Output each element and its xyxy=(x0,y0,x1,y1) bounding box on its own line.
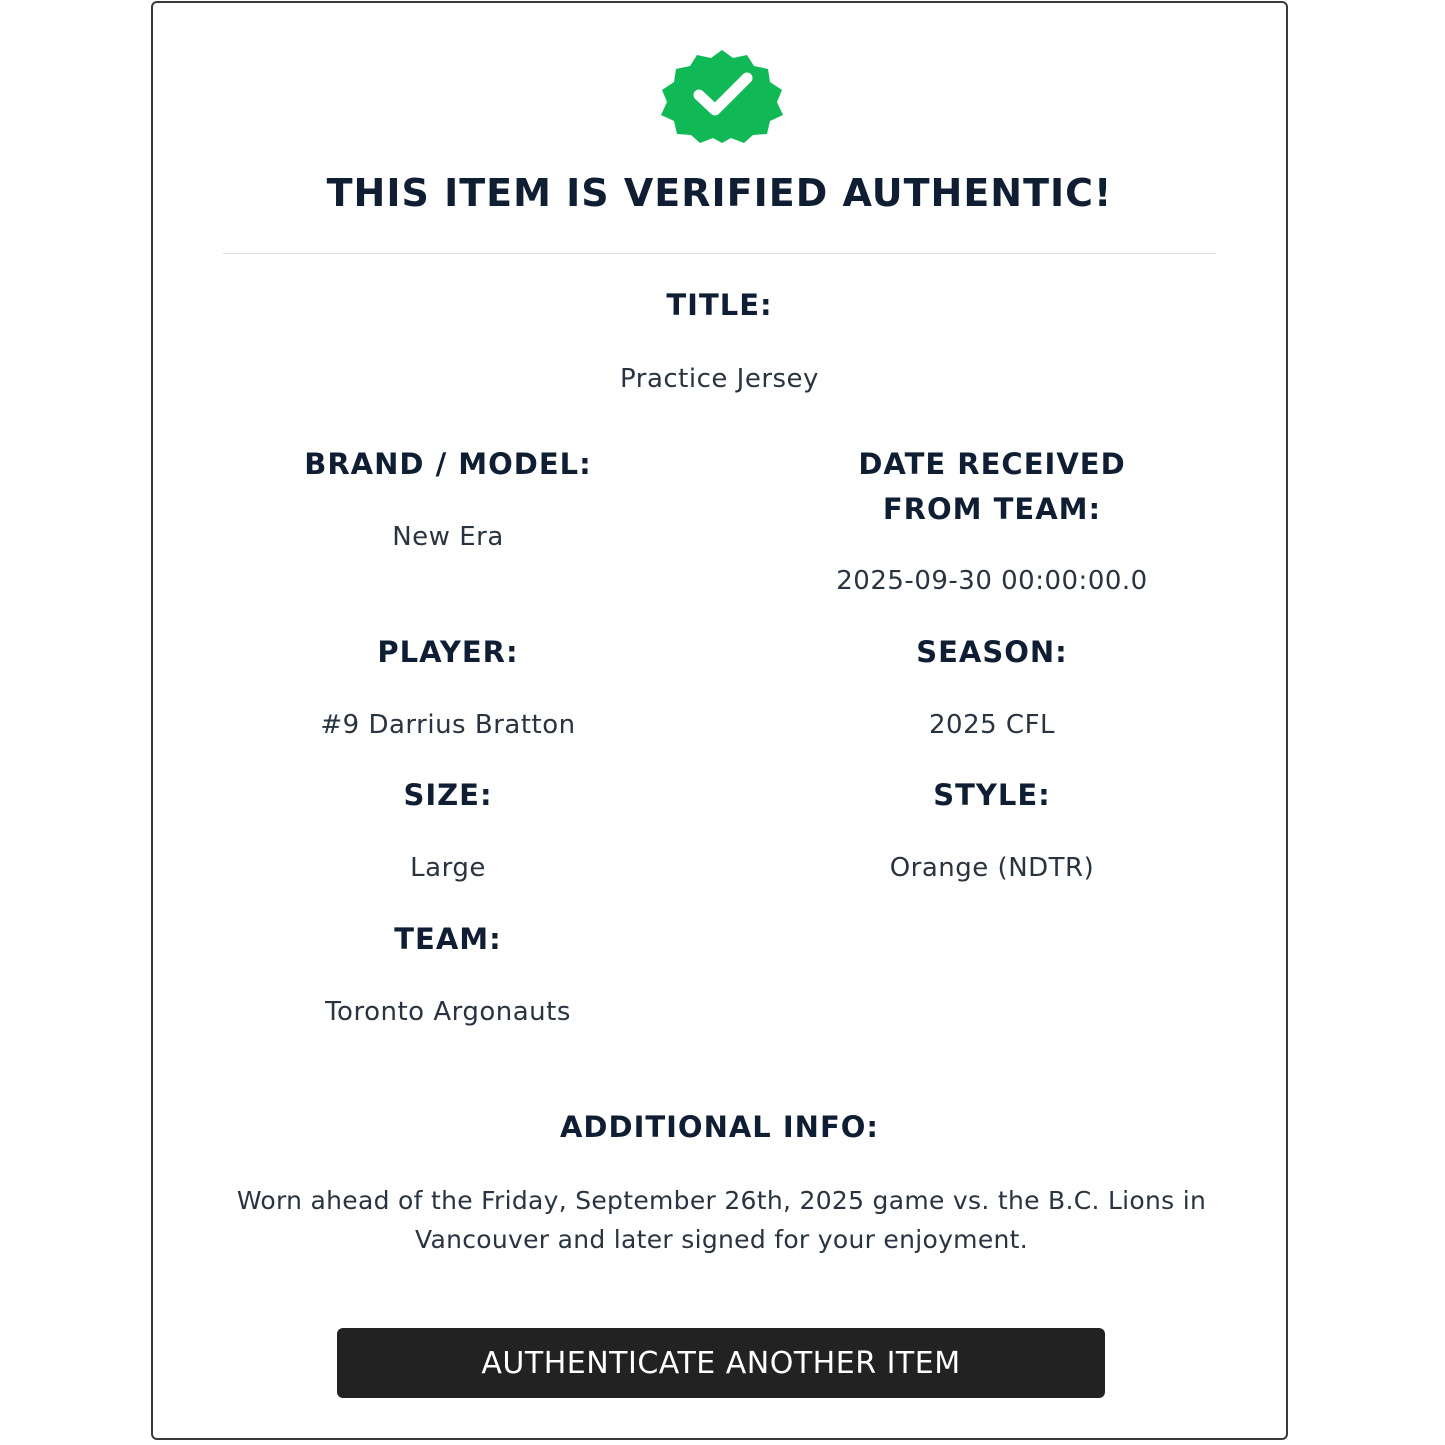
brand-model-label: BRAND / MODEL: xyxy=(304,447,592,481)
team-label: TEAM: xyxy=(394,922,502,956)
date-received-value: 2025-09-30 00:00:00.0 xyxy=(836,566,1148,596)
additional-info-text: Worn ahead of the Friday, September 26th, 2025 game vs. the B.C. Lions in Vancouver and later signed for your enjoyment. xyxy=(236,1186,1207,1254)
style-value: Orange (NDTR) xyxy=(889,853,1095,883)
size-label: SIZE: xyxy=(403,778,493,812)
authenticate-another-item-button[interactable]: AUTHENTICATE ANOTHER ITEM xyxy=(337,1328,1105,1398)
season-label: SEASON: xyxy=(916,635,1068,669)
style-label: STYLE: xyxy=(933,778,1051,812)
team-value: Toronto Argonauts xyxy=(325,997,571,1027)
verified-headline: THIS ITEM IS VERIFIED AUTHENTIC! xyxy=(326,171,1113,215)
title-label: TITLE: xyxy=(666,288,773,322)
size-value: Large xyxy=(410,853,486,883)
date-received-label-line2: FROM TEAM: xyxy=(882,492,1102,526)
divider xyxy=(223,253,1216,254)
title-value: Practice Jersey xyxy=(620,364,819,394)
check-badge-icon xyxy=(651,47,793,143)
season-value: 2025 CFL xyxy=(928,710,1056,740)
date-received-label-line1: DATE RECEIVED xyxy=(858,447,1126,481)
additional-info-label: ADDITIONAL INFO: xyxy=(559,1110,879,1144)
player-value: #9 Darrius Bratton xyxy=(320,710,576,740)
brand-model-value: New Era xyxy=(392,522,504,552)
verification-card xyxy=(151,1,1288,1440)
player-label: PLAYER: xyxy=(377,635,519,669)
